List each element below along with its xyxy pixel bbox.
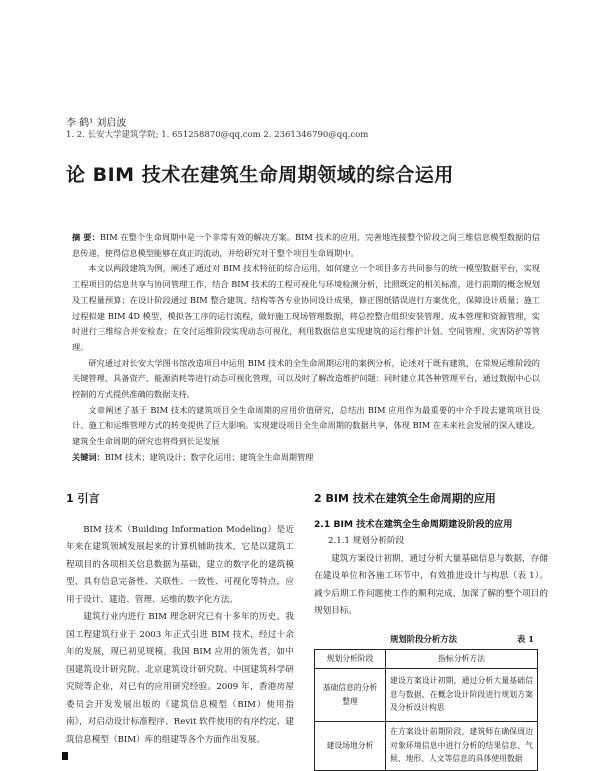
section-heading-introduction: 1 引言 — [66, 492, 100, 505]
table-cell: 在方案设计前期阶段，建筑师在确保周边对象环境信息中进行分析的结果信息、气候、地形、人文等信息的具体使用数据 — [386, 721, 538, 770]
section-heading-bim-application: 2 BIM 技术在建筑全生命周期的应用 — [314, 492, 496, 505]
subsection-heading: 2.1 BIM 技术在建筑全生命周期建设阶段的应用 — [314, 518, 513, 530]
abstract-paragraph-2: 本文以两段建筑为例，阐述了通过对 BIM 技术特征的综合运用，如何建立一个项目多方共同参与的统一模型数据平台，实现工程项目的信息共享与协同管理工作，结合 BIM 技术的工程可视化与环境检测分析，比照既定的相关标准，进行前期的概念规划及工程量预算；在设计阶段通过 BIM 整合建筑、结构等各专业协同设计成果，修正图纸错误进行方案优化，保障设计质量；施工过程拟建 BIM 4D 模型，模拟各工序的运行流程，做好施工现场管理数据，将总控整合组织安装管理、成本管理和资源管理，实时进行三维综合并安检查；在交付运维阶段实现动态可视化，利用数据信息实现建筑的运行维护计划、空间管理、灾害防护等管理。 — [72, 263, 540, 352]
page-corner-mark — [62, 752, 68, 760]
table-header-cell: 规划分析阶段 — [315, 649, 386, 668]
table-label: 表 1 — [516, 633, 534, 644]
table-cell: 基础信息的分析整理 — [315, 668, 386, 721]
abstract-paragraph-3: 研究通过对长安大学图书馆改造项目中运用 BIM 技术的全生命周期运用的案例分析，论述对于既有建筑，在常规运维阶段的关键管理、具备资产、能源消耗等进行动态可视化管理，可以及时了解改造维护问题：同时建立其各种管理平台，通过数据中心以控制的方式提供准确的数据支持。 — [72, 357, 540, 400]
article-title: 论 BIM 技术在建筑生命周期领域的综合运用 — [66, 164, 454, 186]
table-cell: 建设场地分析 — [315, 721, 386, 770]
abstract-paragraph-4: 文章阐述了基于 BIM 技术的建筑项目全生命周期的应用价值研究，总结出 BIM 应用作为最重要的中介手段去建筑项目设计、施工和运维管理方式的转变提供了巨大影响。实现建设项目全生命周期的数据共享，体现 BIM 在未来社会发展的深入建设，建筑全生命周期的研究也将得到长足发展 — [72, 404, 540, 447]
table-header-cell: 指标分析方法 — [386, 649, 538, 668]
abstract-label: 摘 要： — [72, 232, 100, 242]
planning-analysis-table — [314, 649, 538, 771]
abstract — [72, 230, 540, 450]
right-column — [314, 490, 548, 771]
table-cell: 建设方案设计初期，通过分析大量基础信息与数据，在概念设计阶段进行规划方案及分析设计构思 — [386, 668, 538, 721]
authors: 李 鹤¹ 刘启波 — [66, 118, 127, 129]
planning-paragraph: 建筑方案设计初期，通过分析大量基础信息与数据，存储在建设单位和各施工环节中，有效推进设计与构思（表 1）。减少后期工作问题使工作的顺利完成，加深了解的整个项目的规划目标。 — [314, 553, 548, 616]
table-caption-row — [314, 631, 548, 649]
table-caption: 规划阶段分析方法 — [390, 633, 457, 644]
table-header-row — [315, 649, 538, 668]
keywords-label: 关键词： — [72, 452, 105, 462]
table-row — [315, 721, 538, 770]
intro-paragraph-2: 建筑行业内进行 BIM 理念研究已有十多年的历史。我国工程建筑行业于 2003 年正式引进 BIM 技术，经过十余年的发展，现已初见规模。我国 BIM 应用的领先者，如中国建筑设计研究院、北京建筑设计研究院、中国建筑科学研究院等企业，对已有的应用研究经验。2009 年，香港房屋委员会开发发展出版的《建筑信息模型（BIM）使用指南》，对启动设计标准程序、Revit 软件使用的有序约定、建筑信息模型（BIM）库的组建等各个方面作出发展。 — [66, 612, 294, 745]
subsubsection-heading: 2.1.1 规划分析阶段 — [328, 536, 405, 546]
keywords-text: BIM 技术；建筑设计；数字化运用；建筑全生命周期管理 — [104, 452, 314, 462]
left-column — [66, 490, 294, 749]
intro-paragraph-1: BIM 技术（Building Information Modeling）是近年来在建筑领域发展起来的计算机辅助技术，它是以建筑工程项目的各项相关信息数据为基础，建立的数字化的建筑模型，具有信息完备性、关联性、一致性、可视化等特点，应用于设计、建造、管理、运维的数字化方法。 — [66, 524, 294, 605]
keywords — [72, 452, 540, 463]
table-row — [315, 668, 538, 721]
abstract-paragraph-1: 摘 要：BIM 在整个生命周期中是一个非常有效的解决方案。BIM 技术的应用，完善地连接整个阶段之间三维信息模型数据的信息传递，使得信息模型能够在真正的流动，并给研究对于整个项目生命周期中。 — [72, 232, 540, 258]
author-affiliation: 1. 2. 长安大学建筑学院; 1. 651258870@qq.com 2. 2361346790@qq.com — [66, 130, 369, 140]
